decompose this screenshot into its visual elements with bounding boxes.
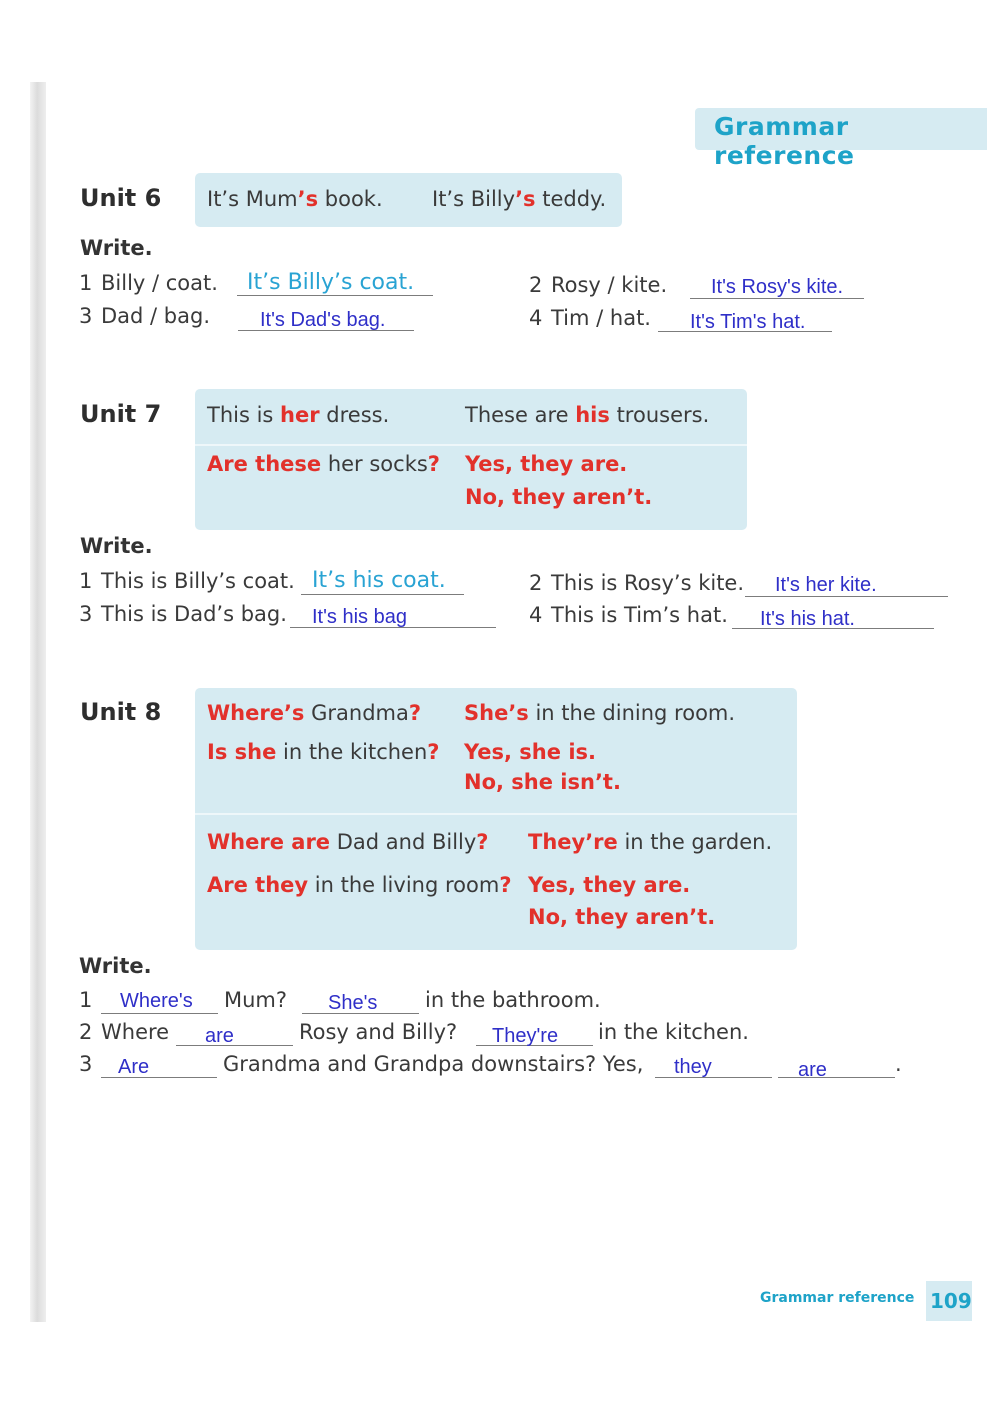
unit-6-example-2: It’s Billy’s teddy. — [432, 187, 607, 211]
unit-8-item-3-line-3[interactable] — [778, 1077, 895, 1078]
unit-8-item-2-text-2: in the kitchen. — [598, 1020, 749, 1044]
footer-label: Grammar reference — [760, 1290, 915, 1306]
unit-7-item-2-number: 2 — [529, 571, 543, 595]
unit-8-item-2-answer-2: They're — [492, 1025, 559, 1047]
unit-8-item-1-answer-1: Where's — [120, 990, 193, 1012]
unit-7-item-3-answer: It's his bag — [312, 606, 407, 628]
unit-6-item-1-prompt: Billy / coat. — [101, 271, 218, 295]
unit-8-answer-4-yes: Yes, they are. — [528, 873, 691, 897]
unit-7-answer-no: No, they aren’t. — [465, 485, 653, 509]
unit-8-item-1-text-1: Mum? — [224, 988, 288, 1012]
unit-8-item-2-text-1: Rosy and Billy? — [299, 1020, 458, 1044]
unit-8-item-3-answer-3: are — [798, 1059, 827, 1081]
unit-6-label: Unit 6 — [80, 184, 162, 212]
unit-8-question-4: Are they in the living room? — [207, 873, 512, 897]
unit-7-item-1-line[interactable] — [301, 594, 464, 595]
unit-7-item-3-prompt: This is Dad’s bag. — [101, 602, 287, 626]
unit-7-item-1-number: 1 — [79, 569, 93, 593]
unit-8-answer-3: They’re in the garden. — [528, 830, 773, 854]
unit-7-answer-yes: Yes, they are. — [465, 452, 628, 476]
page-number: 109 — [930, 1289, 972, 1313]
unit-8-item-1-number: 1 — [79, 988, 93, 1012]
unit-7-example-2: These are his trousers. — [465, 403, 710, 427]
unit-8-item-3-text-2: . — [895, 1052, 902, 1076]
header-title: Grammar reference — [714, 112, 855, 170]
unit-6-item-4-number: 4 — [529, 306, 543, 330]
unit-8-item-2-answer-1: are — [205, 1025, 234, 1047]
unit-7-item-3-number: 3 — [79, 602, 93, 626]
unit-6-item-1-number: 1 — [79, 271, 93, 295]
unit-8-item-1-answer-2: She's — [328, 992, 378, 1014]
unit-6-item-2-prompt: Rosy / kite. — [551, 273, 668, 297]
unit-8-answer-4-no: No, they aren’t. — [528, 905, 716, 929]
unit-8-item-1-text-2: in the bathroom. — [425, 988, 601, 1012]
unit-8-item-2-text-0: Where — [101, 1020, 170, 1044]
unit-6-item-4-answer: It's Tim's hat. — [690, 311, 806, 333]
unit-8-item-3-answer-1: Are — [118, 1056, 150, 1078]
unit-6-item-3-answer: It's Dad's bag. — [260, 309, 386, 331]
unit-7-item-1-answer: It’s his coat. — [312, 568, 446, 593]
unit-6-item-3-number: 3 — [79, 304, 93, 328]
unit-7-item-4-prompt: This is Tim’s hat. — [551, 603, 728, 627]
unit-6-item-2-answer: It's Rosy's kite. — [711, 276, 844, 298]
unit-8-item-3-answer-2: they — [674, 1056, 712, 1078]
unit-7-write-heading: Write. — [80, 534, 153, 558]
unit-8-question-2: Is she in the kitchen? — [207, 740, 440, 764]
unit-6-item-4-prompt: Tim / hat. — [551, 306, 651, 330]
unit-7-label: Unit 7 — [80, 400, 162, 428]
unit-8-item-2-line-1[interactable] — [176, 1045, 293, 1046]
unit-7-item-2-prompt: This is Rosy’s kite. — [551, 571, 745, 595]
unit-8-item-3-line-2[interactable] — [655, 1077, 772, 1078]
unit-8-item-3-text-1: Grandma and Grandpa downstairs? Yes, — [223, 1052, 644, 1076]
unit-8-label: Unit 8 — [80, 698, 162, 726]
unit-7-item-4-answer: It's his hat. — [760, 608, 855, 630]
unit-6-item-1-answer: It’s Billy’s coat. — [247, 270, 415, 295]
unit-8-answer-2-no: No, she isn’t. — [464, 770, 621, 794]
unit-8-question-3: Where are Dad and Billy? — [207, 830, 489, 854]
unit-6-item-3-prompt: Dad / bag. — [101, 304, 210, 328]
unit-8-item-2-number: 2 — [79, 1020, 93, 1044]
unit-6-example-1: It’s Mum’s book. — [207, 187, 383, 211]
unit-8-item-3-number: 3 — [79, 1052, 93, 1076]
unit-8-box-divider — [195, 813, 797, 815]
unit-7-item-2-answer: It's her kite. — [775, 574, 877, 596]
unit-8-question-1: Where’s Grandma? — [207, 701, 422, 725]
unit-6-item-2-number: 2 — [529, 273, 543, 297]
unit-7-item-1-prompt: This is Billy’s coat. — [101, 569, 295, 593]
unit-7-box-divider — [195, 444, 747, 446]
unit-6-write-heading: Write. — [80, 236, 153, 260]
unit-7-example-1: This is her dress. — [207, 403, 390, 427]
unit-7-item-4-number: 4 — [529, 603, 543, 627]
unit-7-question: Are these her socks? — [207, 452, 440, 476]
book-spine — [30, 82, 46, 1322]
unit-6-item-1-line[interactable] — [237, 295, 433, 296]
unit-8-answer-2-yes: Yes, she is. — [464, 740, 596, 764]
unit-8-item-1-line-1[interactable] — [101, 1013, 218, 1014]
unit-8-write-heading: Write. — [79, 954, 152, 978]
unit-8-answer-1: She’s in the dining room. — [464, 701, 736, 725]
